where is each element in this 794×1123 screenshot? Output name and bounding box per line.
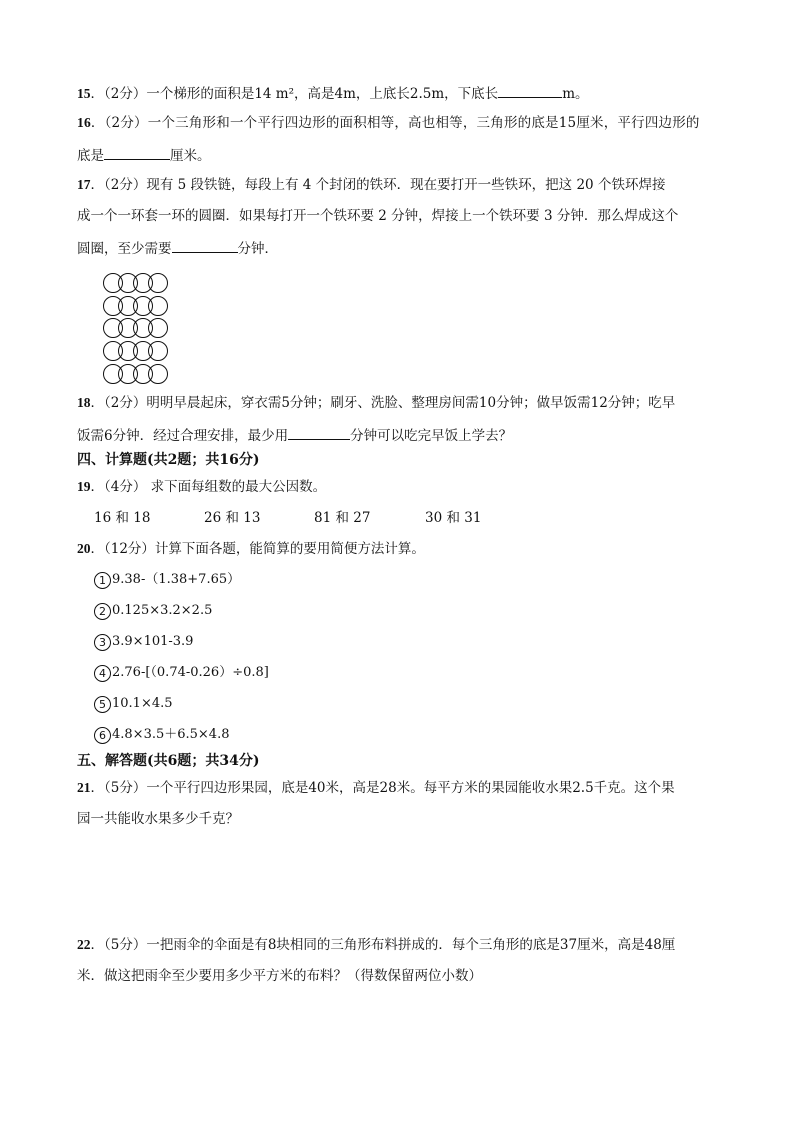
question-text: ．（5分）一个平行四边形果园，底是40米，高是28米。每平方米的果园能收水果2.5千克。这个果 xyxy=(90,780,675,796)
question-number: 19 xyxy=(77,479,91,494)
question-18-line-2 xyxy=(77,425,512,445)
question-19 xyxy=(77,478,326,496)
calc-expression: 3.9×101-3.9 xyxy=(112,634,194,649)
question-17-line-3 xyxy=(77,238,278,258)
circled-number: 3 xyxy=(94,634,111,651)
question-text: ．（2分）一个三角形和一个平行四边形的面积相等，高也相等，三角形的底是15厘米，平行四边形的 xyxy=(90,115,700,131)
question-17-line-1 xyxy=(77,176,665,194)
question-number: 21 xyxy=(77,780,91,795)
chain-rings-figure xyxy=(101,272,175,386)
question-text: 米．做这把雨伞至少要用多少平方米的布料？（得数保留两位小数） xyxy=(77,968,482,984)
question-17-line-2 xyxy=(77,207,678,225)
question-number: 17 xyxy=(77,177,91,192)
question-text: 分钟． xyxy=(237,241,278,257)
number-pair: 81 和 27 xyxy=(314,510,371,526)
question-22-line-1 xyxy=(77,936,675,954)
question-22-line-2 xyxy=(77,967,482,985)
question-15 xyxy=(77,83,589,103)
question-text: 成一个一环套一环的圆圈．如果每打开一个铁环要 2 分钟，焊接上一个铁环要 3 分钟．那么焊成这个 xyxy=(77,208,679,224)
question-21-line-2 xyxy=(77,810,239,828)
answer-blank[interactable] xyxy=(498,83,562,98)
calc-expression: 10.1×4.5 xyxy=(112,696,173,711)
question-number: 16 xyxy=(77,115,91,130)
calc-item-1 xyxy=(94,571,240,589)
question-text: 圆圈，至少需要 xyxy=(77,241,172,257)
question-number: 15 xyxy=(77,86,91,101)
calc-expression: 4.8×3.5＋6.5×4.8 xyxy=(112,727,230,742)
calc-item-3 xyxy=(94,633,193,651)
question-text: 底是 xyxy=(77,148,104,164)
question-text: 园一共能收水果多少千克？ xyxy=(77,811,239,827)
number-pair: 16 和 18 xyxy=(94,510,151,526)
question-16-line-2 xyxy=(77,145,211,165)
question-text: 分钟可以吃完早饭上学去？ xyxy=(350,428,513,444)
chain-row-4 xyxy=(104,342,168,361)
calc-item-4 xyxy=(94,664,269,682)
section-heading-word-problems: 五、解答题(共6题；共34分) xyxy=(77,753,260,769)
question-text: ．（2分）现有 5 段铁链，每段上有 4 个封闭的铁环．现在要打开一些铁环，把这 20 个铁环焊接 xyxy=(90,177,666,193)
question-text: ．（2分）一个梯形的面积是14 m²，高是4m，上底长2.5m，下底长 xyxy=(90,86,499,102)
question-21-line-1 xyxy=(77,779,675,797)
question-unit: m。 xyxy=(562,86,589,102)
question-20 xyxy=(77,540,425,558)
question-text: ．（5分）一把雨伞的伞面是有8块相同的三角形布料拼成的．每个三角形的底是37厘米，高是48厘 xyxy=(90,937,676,953)
calc-expression: 2.76-[（0.74-0.26）÷0.8] xyxy=(112,665,269,680)
circled-number: 4 xyxy=(94,665,111,682)
question-18-line-1 xyxy=(77,394,675,412)
question-text: 饭需6分钟．经过合理安排，最少用 xyxy=(77,428,289,444)
section-heading-calculation: 四、计算题(共2题；共16分) xyxy=(77,452,260,468)
circled-number: 6 xyxy=(94,727,111,744)
calc-item-6 xyxy=(94,726,229,744)
question-number: 22 xyxy=(77,937,91,952)
answer-blank[interactable] xyxy=(104,145,170,160)
question-text: ．（12分）计算下面各题，能简算的要用简便方法计算。 xyxy=(90,541,425,557)
chain-row-1 xyxy=(104,274,168,293)
answer-blank[interactable] xyxy=(172,238,238,253)
calc-item-2 xyxy=(94,602,212,620)
chain-row-3 xyxy=(104,319,168,338)
circled-number: 1 xyxy=(94,572,111,589)
question-text: ．（2分）明明早晨起床，穿衣需5分钟；刷牙、洗脸、整理房间需10分钟；做早饭需12分钟；吃早 xyxy=(90,395,676,411)
number-pair: 26 和 13 xyxy=(204,510,261,526)
question-text: ．（4分） 求下面每组数的最大公因数。 xyxy=(90,479,327,495)
number-pair: 30 和 31 xyxy=(425,510,482,526)
chain-row-5 xyxy=(104,365,168,384)
question-number: 20 xyxy=(77,541,91,556)
circled-number: 2 xyxy=(94,603,111,620)
answer-blank[interactable] xyxy=(288,425,350,440)
question-text: 厘米。 xyxy=(170,148,211,164)
chain-row-2 xyxy=(104,297,168,316)
calc-item-5 xyxy=(94,695,173,713)
question-16-line-1 xyxy=(77,114,700,132)
circled-number: 5 xyxy=(94,696,111,713)
calc-expression: 9.38-（1.38+7.65） xyxy=(112,572,241,587)
question-number: 18 xyxy=(77,395,91,410)
calc-expression: 0.125×3.2×2.5 xyxy=(112,603,213,618)
